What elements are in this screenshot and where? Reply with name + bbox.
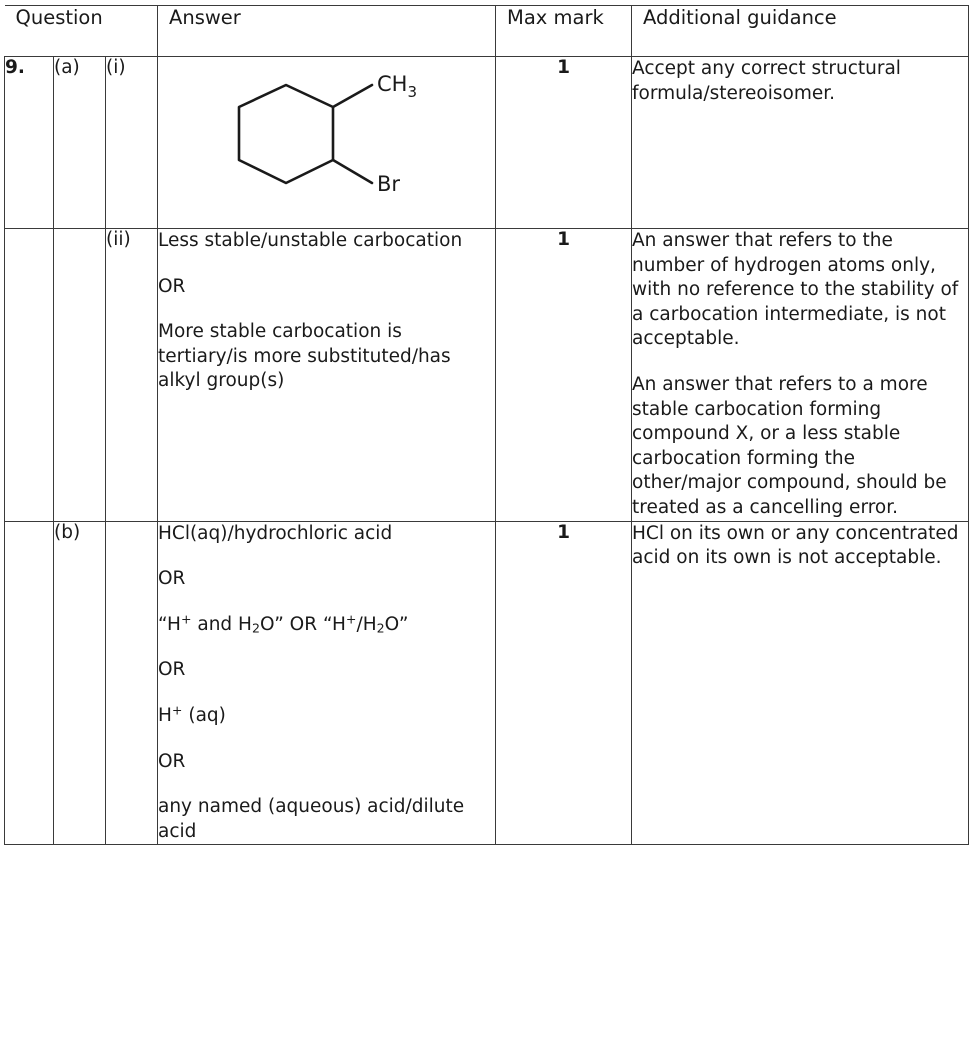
table-row [5, 521, 969, 845]
max-mark-value: 1 [496, 57, 632, 229]
header-row [5, 6, 969, 57]
marking-scheme-page [0, 5, 973, 1055]
bond-to-methyl [333, 85, 372, 107]
table-body [5, 57, 969, 845]
bromine-label: Br [377, 172, 401, 196]
column-header-question: Question [5, 6, 106, 57]
table-row [5, 229, 969, 522]
additional-guidance-cell [632, 57, 969, 229]
guidance-paragraph: HCl on its own or any concentrated acid on its own is not acceptable. [632, 522, 959, 569]
answer-paragraph: More stable carbocation is tertiary/is more substituted/has alkyl group(s) [158, 321, 451, 392]
answer-or-separator: OR [158, 659, 186, 681]
answer-or-separator: OR [158, 568, 186, 590]
bond-to-bromine [333, 160, 372, 183]
column-header-max-mark: Max mark [496, 6, 632, 57]
methyl-label-subscript: 3 [407, 83, 418, 101]
question-number [5, 229, 54, 522]
answer-formula: H+ (aq) [158, 702, 226, 726]
guidance-paragraph: An answer that refers to a more stable carbocation forming compound X, or a less stable carbocation forming the other/major compound, should be treated as a cancelling error. [632, 373, 947, 518]
question-number: 9. [5, 57, 54, 229]
column-header-answer: Answer [158, 6, 496, 57]
question-number [5, 521, 54, 845]
table-header [5, 6, 969, 57]
answer-cell-structure [158, 57, 496, 229]
additional-guidance-cell [632, 229, 969, 522]
question-sub-part [106, 521, 158, 845]
question-sub-part: (i) [106, 57, 158, 229]
methyl-group-label [377, 72, 417, 101]
column-header-additional-guidance: Additional guidance [632, 6, 969, 57]
answer-paragraph: Less stable/unstable carbocation [158, 230, 463, 251]
marking-scheme-table [4, 5, 969, 845]
answer-paragraph: HCl(aq)/hydrochloric acid [158, 522, 393, 544]
guidance-paragraph: Accept any correct structural formula/stereoisomer. [632, 58, 901, 104]
answer-formula: “H+ and $H_2O$” OR “$H^+/H_2O$” [158, 611, 409, 635]
chemical-structure-diagram [158, 57, 495, 228]
guidance-paragraph: An answer that refers to the number of hydrogen atoms only, with no reference to the stability of a carbocation intermediate, is not acceptable. [632, 230, 959, 350]
column-header-question-spacer [106, 6, 158, 57]
max-mark-value: 1 [496, 229, 632, 522]
question-sub-part: (ii) [106, 229, 158, 522]
answer-cell [158, 229, 496, 522]
question-part: (a) [54, 57, 106, 229]
cyclohexane-ring [239, 85, 333, 183]
answer-or-separator: OR [158, 750, 186, 772]
answer-or-separator: OR [158, 275, 186, 297]
answer-cell [158, 521, 496, 845]
methyl-label-text: CH [377, 72, 408, 96]
question-part: (b) [54, 521, 106, 845]
additional-guidance-cell [632, 521, 969, 845]
answer-paragraph: any named (aqueous) acid/dilute acid [158, 796, 465, 842]
question-part [54, 229, 106, 522]
max-mark-value: 1 [496, 521, 632, 845]
skeletal-formula-svg [158, 57, 496, 228]
table-row [5, 57, 969, 229]
